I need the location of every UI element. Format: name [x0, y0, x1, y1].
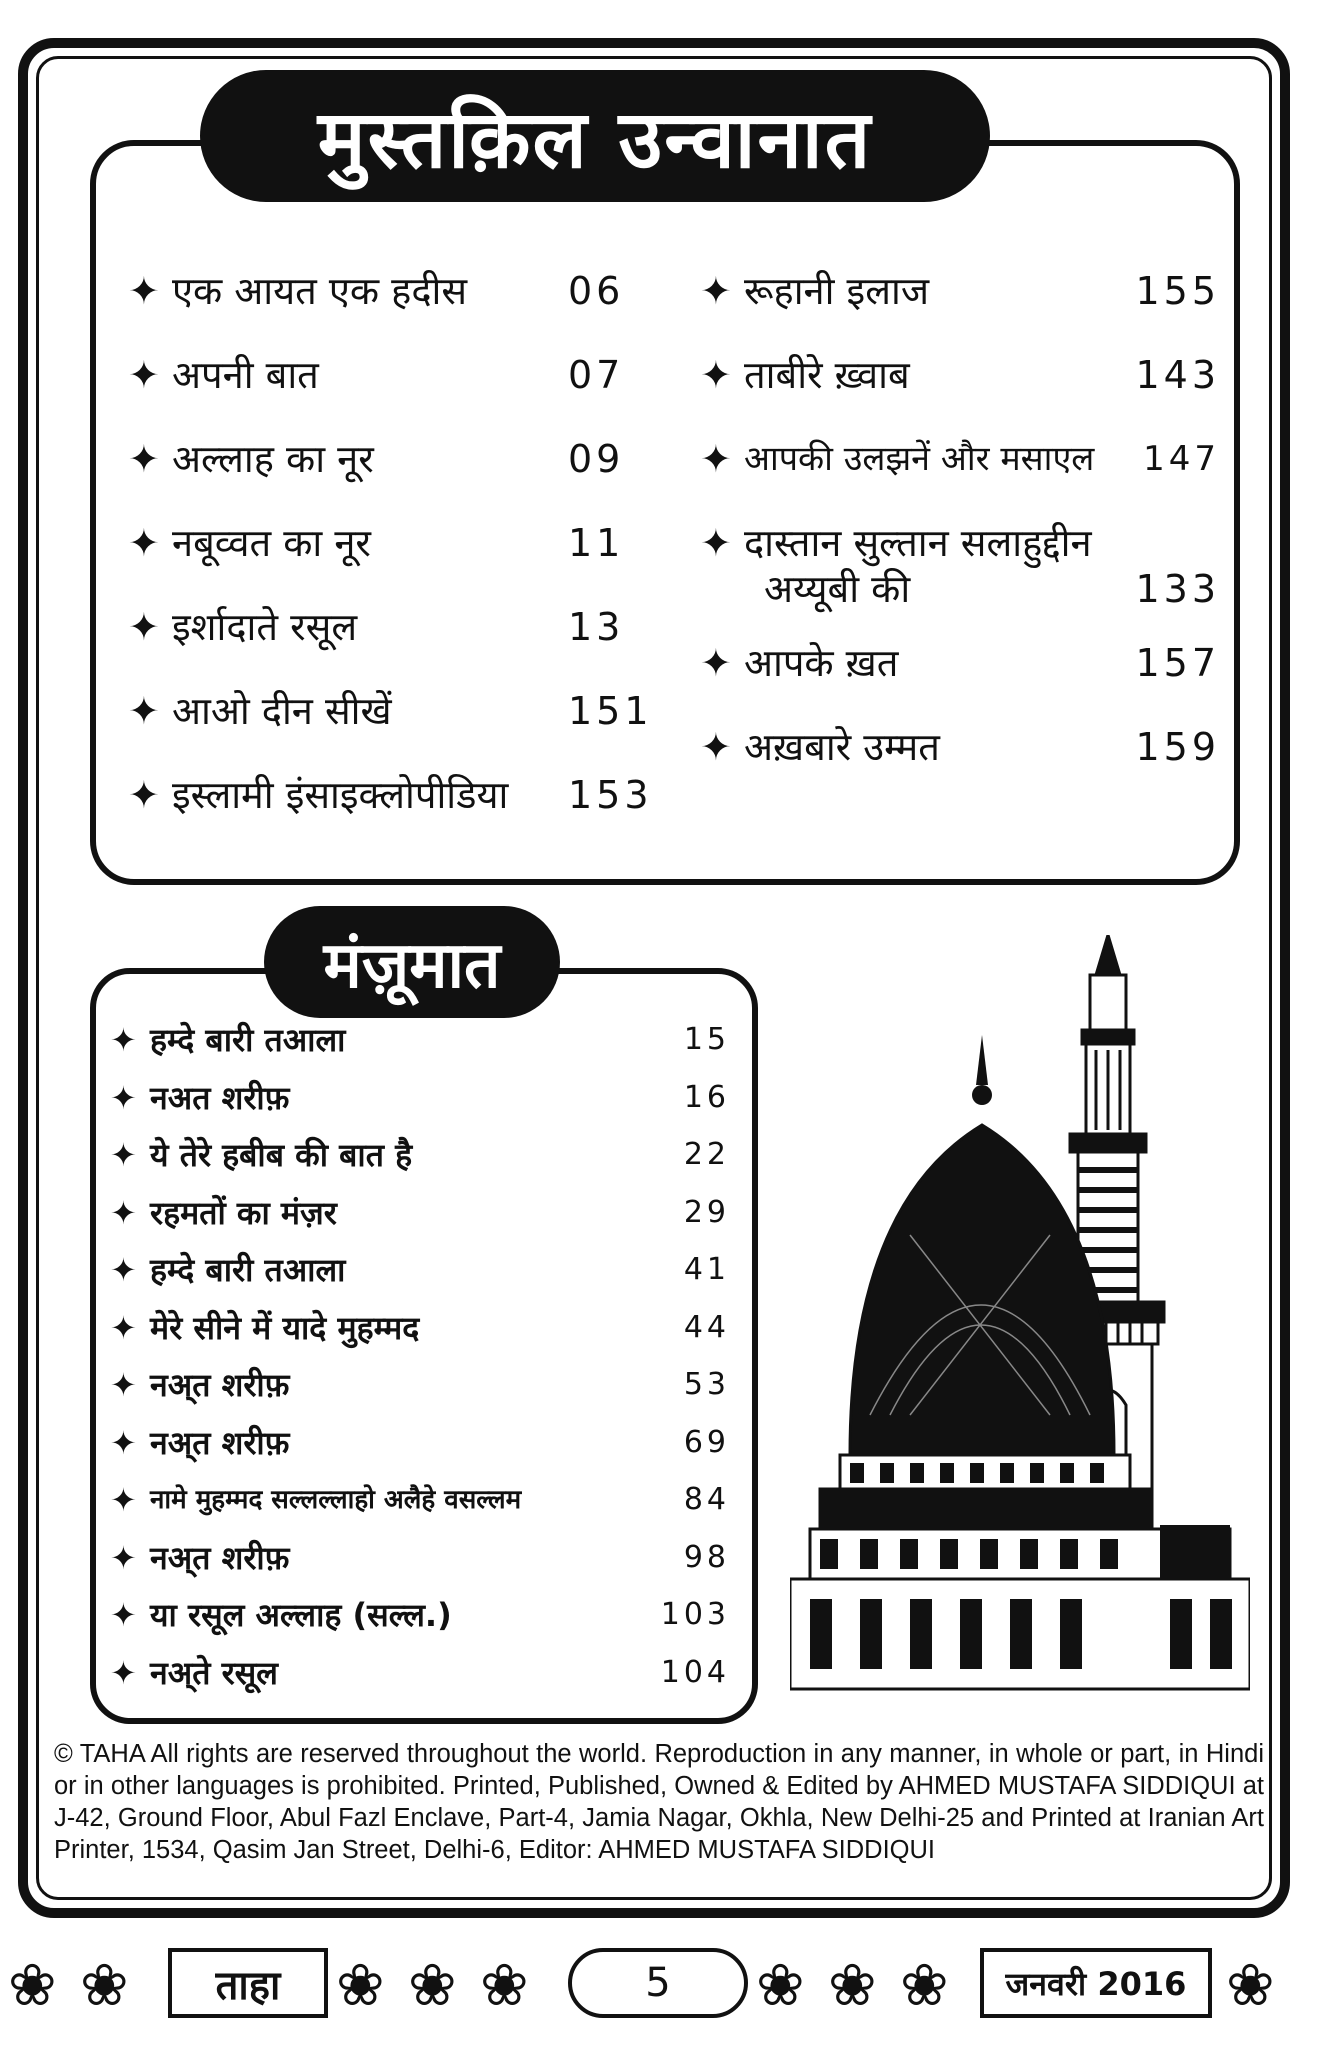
star-bullet-icon: ✦	[128, 773, 160, 817]
list-item[interactable]: ✦ अख़बारे उम्मत 159	[700, 725, 1220, 769]
star-bullet-icon: ✦	[700, 725, 732, 769]
list-item[interactable]: ✦ नअ्त शरीफ़ 53	[110, 1363, 730, 1421]
list-item[interactable]: ✦ रूहानी इलाज 155	[700, 269, 1220, 313]
poems-list	[110, 1018, 730, 1708]
star-bullet-icon: ✦	[700, 269, 732, 313]
list-item[interactable]: ✦ अल्लाह का नूर 09	[128, 437, 625, 481]
flower-ornament-icon: ❀	[80, 1951, 129, 2019]
star-bullet-icon: ✦	[110, 1021, 137, 1059]
list-item[interactable]: ✦ नअ्ते रसूल 104	[110, 1651, 730, 1709]
star-bullet-icon: ✦	[110, 1481, 137, 1519]
list-item[interactable]: ✦ या रसूल अल्लाह (सल्ल.) 103	[110, 1593, 730, 1651]
flower-ornament-icon: ❀	[336, 1951, 385, 2019]
list-item[interactable]: ✦ इर्शादाते रसूल 13	[128, 605, 625, 649]
list-item[interactable]: ✦ इस्लामी इंसाइक्लोपीडिया 153	[128, 773, 653, 817]
star-bullet-icon: ✦	[110, 1136, 137, 1174]
page-footer	[0, 1940, 1317, 2030]
star-bullet-icon: ✦	[128, 437, 160, 481]
regular-columns-right-list	[700, 268, 1220, 808]
star-bullet-icon: ✦	[700, 521, 732, 565]
list-item[interactable]: ✦ नअ्त शरीफ़ 98	[110, 1536, 730, 1594]
regular-columns-title: मुस्तक़िल उन्वानात	[200, 70, 990, 202]
star-bullet-icon: ✦	[700, 437, 732, 481]
copyright-notice: © TAHA All rights are reserved throughout the world. Reproduction in any manner, in whole or part, in Hindi or in other languages is prohibited. Printed, Published, Owned & Edited by AHMED MUSTAFA SIDDIQUI at J-42, Ground Floor, Abul Fazl Enclave, Part-4, Jamia Nagar, Okhla, New Delhi-25 and Printed at Iranian Art Printer, 1534, Qasim Jan Street, Delhi-6, Editor: AHMED MUSTAFA SIDDIQUI	[54, 1740, 1264, 1864]
star-bullet-icon: ✦	[110, 1308, 137, 1347]
list-item[interactable]: ✦ हम्दे बारी तआला 41	[110, 1248, 730, 1306]
star-bullet-icon: ✦	[110, 1193, 137, 1232]
list-item[interactable]: ✦ नअत शरीफ़ 16	[110, 1076, 730, 1134]
star-bullet-icon: ✦	[700, 641, 732, 685]
list-item[interactable]: ✦ नबूव्वत का नूर 11	[128, 521, 625, 565]
star-bullet-icon: ✦	[110, 1538, 137, 1577]
issue-date-box: जनवरी 2016	[980, 1948, 1212, 2018]
list-item[interactable]: ✦ नामे मुहम्मद सल्लल्लाहो अलैहे वसल्लम 84	[110, 1478, 730, 1536]
flower-ornament-icon: ❀	[900, 1951, 949, 2019]
star-bullet-icon: ✦	[128, 689, 160, 733]
star-bullet-icon: ✦	[110, 1078, 137, 1117]
flower-ornament-icon: ❀	[408, 1951, 457, 2019]
star-bullet-icon: ✦	[110, 1423, 137, 1462]
magazine-name-box: ताहा	[168, 1948, 328, 2018]
mosque-illustration	[790, 935, 1250, 1715]
list-item[interactable]: ✦ मेरे सीने में यादे मुहम्मद 44	[110, 1306, 730, 1364]
list-item[interactable]: ✦ आपकी उलझनें और मसाएल 147	[700, 437, 1220, 481]
star-bullet-icon: ✦	[128, 605, 160, 649]
list-item[interactable]: ✦ आओ दीन सीखें 151	[128, 689, 653, 733]
star-bullet-icon: ✦	[128, 269, 160, 313]
list-item[interactable]: ✦ हम्दे बारी तआला 15	[110, 1018, 730, 1076]
star-bullet-icon: ✦	[110, 1653, 137, 1692]
list-item[interactable]: ✦ रहमतों का मंज़र 29	[110, 1191, 730, 1249]
list-item[interactable]: ✦ ये तेरे हबीब की बात है 22	[110, 1133, 730, 1191]
star-bullet-icon: ✦	[700, 353, 732, 397]
list-item[interactable]: ✦ ताबीरे ख़्वाब 143	[700, 353, 1220, 397]
star-bullet-icon: ✦	[128, 521, 160, 565]
star-bullet-icon: ✦	[110, 1251, 137, 1289]
star-bullet-icon: ✦	[110, 1366, 137, 1404]
poems-title: मंज़ूमात	[264, 906, 560, 1018]
star-bullet-icon: ✦	[110, 1596, 137, 1634]
flower-ornament-icon: ❀	[480, 1951, 529, 2019]
regular-columns-left-list	[128, 268, 658, 856]
flower-ornament-icon: ❀	[1226, 1951, 1275, 2019]
flower-ornament-icon: ❀	[828, 1951, 877, 2019]
page-number: 5	[568, 1948, 748, 2018]
list-item[interactable]: ✦ अपनी बात 07	[128, 353, 625, 397]
star-bullet-icon: ✦	[128, 353, 160, 397]
flower-ornament-icon: ❀	[8, 1951, 57, 2019]
flower-ornament-icon: ❀	[756, 1951, 805, 2019]
list-item[interactable]: ✦ दास्तान सुल्तान सलाहुद्दीन अय्यूबी की 133	[700, 521, 1220, 611]
list-item[interactable]: ✦ आपके ख़त 157	[700, 641, 1220, 685]
list-item[interactable]: ✦ नअ्त शरीफ़ 69	[110, 1421, 730, 1479]
list-item[interactable]: ✦ एक आयत एक हदीस 06	[128, 269, 625, 313]
